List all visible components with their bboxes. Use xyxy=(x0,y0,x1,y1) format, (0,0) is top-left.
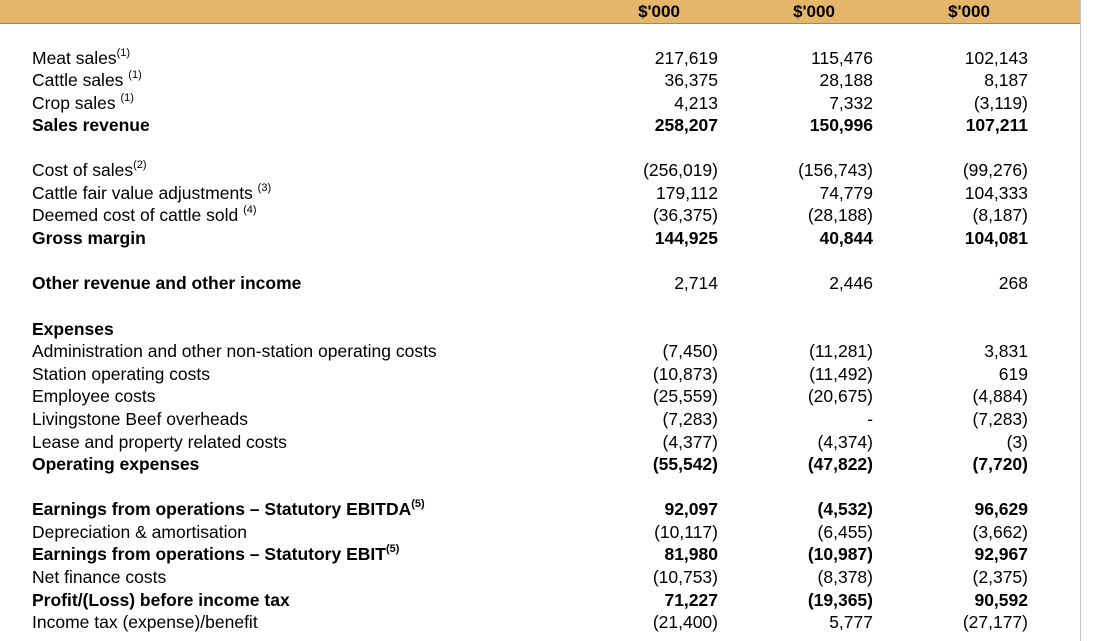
row-label-text: Sales revenue xyxy=(32,115,150,135)
value-cell-2: 2,446 xyxy=(829,273,873,293)
value-cell-3: 268 xyxy=(998,273,1028,293)
row-label-text: Crop sales xyxy=(32,93,121,113)
value-cell-2: 74,779 xyxy=(819,183,873,203)
value-cell-1: (7,283) xyxy=(662,409,718,429)
row-label xyxy=(32,363,210,385)
value-cell-1: 92,097 xyxy=(664,499,718,519)
table-row xyxy=(0,385,1080,407)
value-cell-3: 8,187 xyxy=(984,70,1028,90)
value-cell-2: 150,996 xyxy=(809,115,873,135)
value-cell-2: (10,987) xyxy=(807,544,873,564)
row-label xyxy=(32,453,199,475)
value-cell-2: 40,844 xyxy=(819,228,873,248)
value-cell-1: 217,619 xyxy=(654,48,718,68)
value-cell-2: (156,743) xyxy=(798,160,873,180)
value-cell-2: (11,281) xyxy=(809,341,873,361)
row-label-text: Administration and other non-station operating costs xyxy=(32,341,437,361)
value-cell-2: - xyxy=(867,409,873,429)
table-row xyxy=(0,272,1080,294)
table-row xyxy=(0,182,1080,204)
footnote-marker: (4) xyxy=(243,204,257,217)
row-label xyxy=(32,408,248,430)
row-label xyxy=(32,318,114,340)
frame-border xyxy=(1080,0,1081,641)
value-cell-1: 144,925 xyxy=(654,228,718,248)
row-label xyxy=(32,69,142,91)
row-label xyxy=(32,521,247,543)
value-cell-3: 90,592 xyxy=(974,590,1028,610)
row-label-text: Livingstone Beef overheads xyxy=(32,409,248,429)
row-label xyxy=(32,227,146,249)
table-row xyxy=(0,159,1080,181)
table-row xyxy=(0,453,1080,475)
value-cell-3: 3,831 xyxy=(984,341,1028,361)
footnote-marker: (1) xyxy=(116,47,131,60)
row-label-text: Deemed cost of cattle sold xyxy=(32,205,244,225)
row-label xyxy=(32,340,437,362)
row-label-text: Cattle fair value adjustments xyxy=(32,183,258,203)
row-label xyxy=(32,272,301,294)
table-row xyxy=(0,589,1080,611)
column-header-3: $'000 xyxy=(948,2,990,21)
value-cell-3: 92,967 xyxy=(974,544,1028,564)
value-cell-1: (7,450) xyxy=(662,341,718,361)
column-header-1: $'000 xyxy=(638,2,680,21)
value-cell-2: 7,332 xyxy=(829,93,873,113)
value-cell-2: (8,378) xyxy=(817,567,873,587)
table-row xyxy=(0,47,1080,69)
footnote-marker: (1) xyxy=(120,92,134,105)
row-label-text: Earnings from operations – Statutory EBITDA xyxy=(32,499,412,519)
value-cell-3: (8,187) xyxy=(972,205,1028,225)
table-row xyxy=(0,340,1080,362)
value-cell-3: (3) xyxy=(1006,432,1028,452)
row-label-text: Meat sales xyxy=(32,48,117,68)
row-label-text: Station operating costs xyxy=(32,364,211,384)
row-label-text: Operating expenses xyxy=(32,454,200,474)
row-label-text: Income tax (expense)/benefit xyxy=(32,612,258,632)
row-label xyxy=(32,385,156,407)
value-cell-3: 104,081 xyxy=(964,228,1028,248)
row-label-text: Depreciation & amortisation xyxy=(32,522,247,542)
table-row xyxy=(0,408,1080,430)
value-cell-1: 36,375 xyxy=(664,70,718,90)
value-cell-2: (11,492) xyxy=(809,364,873,384)
row-label-text: Cost of sales xyxy=(32,160,134,180)
row-label xyxy=(32,566,166,588)
value-cell-1: 179,112 xyxy=(656,183,718,203)
value-cell-1: (21,400) xyxy=(652,612,718,632)
table-row xyxy=(0,204,1080,226)
row-label-text: Gross margin xyxy=(32,228,146,248)
row-label xyxy=(32,589,290,611)
column-header-2: $'000 xyxy=(793,2,835,21)
value-cell-2: (47,822) xyxy=(807,454,873,474)
value-cell-2: 115,476 xyxy=(811,48,873,68)
value-cell-1: 2,714 xyxy=(674,273,718,293)
value-cell-3: (99,276) xyxy=(962,160,1028,180)
table-row xyxy=(0,566,1080,588)
footnote-marker: (5) xyxy=(411,498,425,511)
value-cell-3: (4,884) xyxy=(972,386,1028,406)
value-cell-1: 71,227 xyxy=(664,590,718,610)
value-cell-2: 28,188 xyxy=(819,70,873,90)
table-row xyxy=(0,92,1080,114)
row-label xyxy=(32,159,147,181)
value-cell-1: 81,980 xyxy=(664,544,718,564)
row-label-text: Net finance costs xyxy=(32,567,167,587)
value-cell-3: 96,629 xyxy=(974,499,1028,519)
value-cell-1: (55,542) xyxy=(652,454,718,474)
table-row xyxy=(0,363,1080,385)
value-cell-3: (7,720) xyxy=(972,454,1028,474)
table-row xyxy=(0,543,1080,565)
row-label xyxy=(32,47,130,69)
value-cell-2: (20,675) xyxy=(807,386,873,406)
footnote-marker: (1) xyxy=(128,69,142,82)
value-cell-3: (7,283) xyxy=(972,409,1028,429)
value-cell-2: (19,365) xyxy=(807,590,873,610)
value-cell-1: (10,117) xyxy=(654,522,718,542)
footnote-marker: (3) xyxy=(257,182,272,195)
row-label xyxy=(32,114,150,136)
value-cell-3: (3,119) xyxy=(973,93,1028,113)
row-label-text: Lease and property related costs xyxy=(32,432,287,452)
value-cell-2: (4,532) xyxy=(817,499,873,519)
value-cell-3: 104,333 xyxy=(964,183,1028,203)
row-label-text: Profit/(Loss) before income tax xyxy=(32,590,290,610)
value-cell-2: (4,374) xyxy=(817,432,873,452)
value-cell-1: (4,377) xyxy=(662,432,718,452)
row-label-text: Earnings from operations – Statutory EBIT xyxy=(32,544,386,564)
row-label xyxy=(32,204,257,226)
value-cell-3: 619 xyxy=(998,364,1028,384)
table-row xyxy=(0,611,1080,633)
table-row xyxy=(0,521,1080,543)
row-label xyxy=(32,498,425,520)
value-cell-1: (10,753) xyxy=(652,567,718,587)
row-label xyxy=(32,92,134,114)
table-row xyxy=(0,498,1080,520)
row-label xyxy=(32,611,258,633)
value-cell-3: (27,177) xyxy=(962,612,1028,632)
footnote-marker: (5) xyxy=(385,543,400,556)
value-cell-3: (3,662) xyxy=(972,522,1028,542)
row-label xyxy=(32,182,271,204)
value-cell-1: (25,559) xyxy=(652,386,718,406)
value-cell-3: 107,211 xyxy=(965,115,1028,135)
column-header-band xyxy=(0,0,1080,24)
table-row xyxy=(0,227,1080,249)
value-cell-1: (256,019) xyxy=(643,160,718,180)
row-label xyxy=(32,543,399,565)
value-cell-3: (2,375) xyxy=(972,567,1028,587)
row-label-text: Employee costs xyxy=(32,386,156,406)
row-label-text: Expenses xyxy=(32,319,114,339)
value-cell-1: 4,213 xyxy=(674,93,718,113)
row-label xyxy=(32,431,287,453)
table-row xyxy=(0,431,1080,453)
table-row xyxy=(0,114,1080,136)
table-row xyxy=(0,318,1080,340)
value-cell-2: (6,455) xyxy=(817,522,873,542)
value-cell-1: (10,873) xyxy=(652,364,718,384)
value-cell-3: 102,143 xyxy=(964,48,1028,68)
footnote-marker: (2) xyxy=(133,159,147,172)
value-cell-2: (28,188) xyxy=(807,205,873,225)
row-label-text: Cattle sales xyxy=(32,70,129,90)
table-row xyxy=(0,69,1080,91)
value-cell-1: (36,375) xyxy=(652,205,718,225)
value-cell-1: 258,207 xyxy=(654,115,718,135)
value-cell-2: 5,777 xyxy=(829,612,873,632)
row-label-text: Other revenue and other income xyxy=(32,273,302,293)
